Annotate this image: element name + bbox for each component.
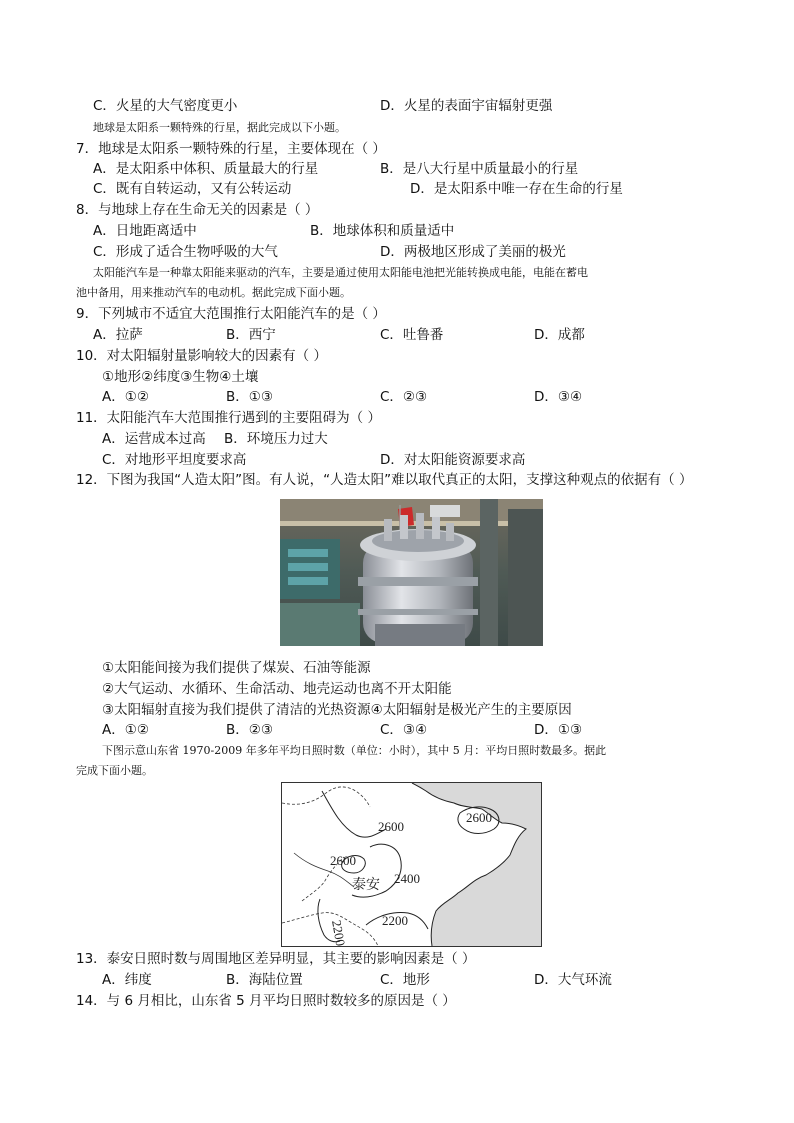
q10-option-c: C．②③ (380, 389, 428, 405)
contour-label: 2400 (394, 871, 420, 886)
q7-option-d: D．是太阳系中唯一存在生命的行星 (410, 181, 623, 197)
q13-option-a: A．纬度 (102, 972, 152, 988)
q9-option-b: B．西宁 (226, 327, 276, 343)
artificial-sun-photo (280, 499, 543, 646)
q7-option-a: A．是太阳系中体积、质量最大的行星 (93, 161, 319, 177)
q12-option-a: A．①② (102, 722, 149, 738)
q9-option-a: A．拉萨 (93, 327, 143, 343)
q10-statements: ①地形②纬度③生物④土壤 (102, 369, 259, 385)
q12-statement-3-4: ③太阳辐射直接为我们提供了清洁的光热资源④太阳辐射是极光产生的主要原因 (102, 702, 572, 718)
q10-option-d: D．③④ (534, 389, 583, 405)
q11-option-a: A．运营成本过高 (102, 431, 206, 447)
intro-solar-car-cont: 池中备用，用来推动汽车的电动机。据此完成下面小题。 (76, 286, 351, 299)
q10-option-a: A．①② (102, 389, 149, 405)
question-14: 14．与 6 月相比，山东省 5 月平均日照时数较多的原因是（ ） (76, 993, 456, 1009)
q11-option-d: D．对太阳能资源要求高 (380, 452, 526, 468)
shandong-sunshine-map (281, 782, 542, 947)
q11-option-b: B．环境压力过大 (224, 431, 328, 447)
question-9: 9．下列城市不适宜大范围推行太阳能汽车的是（ ） (76, 306, 386, 322)
q7-option-c: C．既有自转运动，又有公转运动 (93, 181, 292, 197)
q13-option-d: D．大气环流 (534, 972, 612, 988)
q12-statement-2: ②大气运动、水循环、生命活动、地壳运动也离不开太阳能 (102, 681, 452, 697)
q6-option-c: C．火星的大气密度更小 (93, 98, 238, 114)
contour-2600-north (322, 791, 386, 837)
q12-option-c: C．③④ (380, 722, 428, 738)
contour-label: 2200 (382, 913, 408, 928)
intro-shandong: 下图示意山东省 1970-2009 年多年平均日照时数（单位：小时），其中 5 月：平均日照时数最多。据此 (102, 744, 607, 757)
q12-option-b: B．②③ (226, 722, 273, 738)
contour-label: 2600 (466, 810, 492, 825)
q12-statement-1: ①太阳能间接为我们提供了煤炭、石油等能源 (102, 660, 371, 676)
q13-option-b: B．海陆位置 (226, 972, 303, 988)
q10-option-b: B．①③ (226, 389, 273, 405)
q11-option-c: C．对地形平坦度要求高 (102, 452, 247, 468)
q8-option-d: D．两极地区形成了美丽的极光 (380, 244, 566, 260)
q8-option-c: C．形成了适合生物呼吸的大气 (93, 244, 278, 260)
q9-option-c: C．吐鲁番 (380, 327, 444, 343)
question-11: 11．太阳能汽车大范围推行遇到的主要阻碍为（ ） (76, 410, 381, 426)
question-7: 7．地球是太阳系一颗特殊的行星，主要体现在（ ） (76, 141, 386, 157)
q6-option-d: D．火星的表面宇宙辐射更强 (380, 98, 553, 114)
contour-label: 2600 (330, 853, 356, 868)
intro-earth: 地球是太阳系一颗特殊的行星，据此完成以下小题。 (93, 121, 346, 134)
question-10: 10．对太阳辐射量影响较大的因素有（ ） (76, 348, 327, 364)
q7-option-b: B．是八大行星中质量最小的行星 (380, 161, 579, 177)
question-13: 13．泰安日照时数与周围地区差异明显，其主要的影响因素是（ ） (76, 951, 476, 967)
intro-solar-car: 太阳能汽车是一种靠太阳能来驱动的汽车，主要是通过使用太阳能电池把光能转换成电能，电能在蓄电 (93, 266, 588, 279)
question-12: 12．下图为我国“人造太阳”图。有人说，“人造太阳”难以取代真正的太阳，支撑这种观点的依据有（ ） (76, 472, 693, 488)
intro-shandong-cont: 完成下面小题。 (76, 764, 153, 777)
q8-option-b: B．地球体积和质量适中 (310, 223, 455, 239)
q8-option-a: A．日地距离适中 (93, 223, 197, 239)
q9-option-d: D．成都 (534, 327, 585, 343)
contour-label: 2600 (378, 819, 404, 834)
contour-label: 2200 (329, 918, 349, 946)
city-label-taian: 泰安 (352, 878, 380, 893)
q13-option-c: C．地形 (380, 972, 430, 988)
q12-option-d: D．①③ (534, 722, 583, 738)
question-8: 8．与地球上存在生命无关的因素是（ ） (76, 202, 319, 218)
